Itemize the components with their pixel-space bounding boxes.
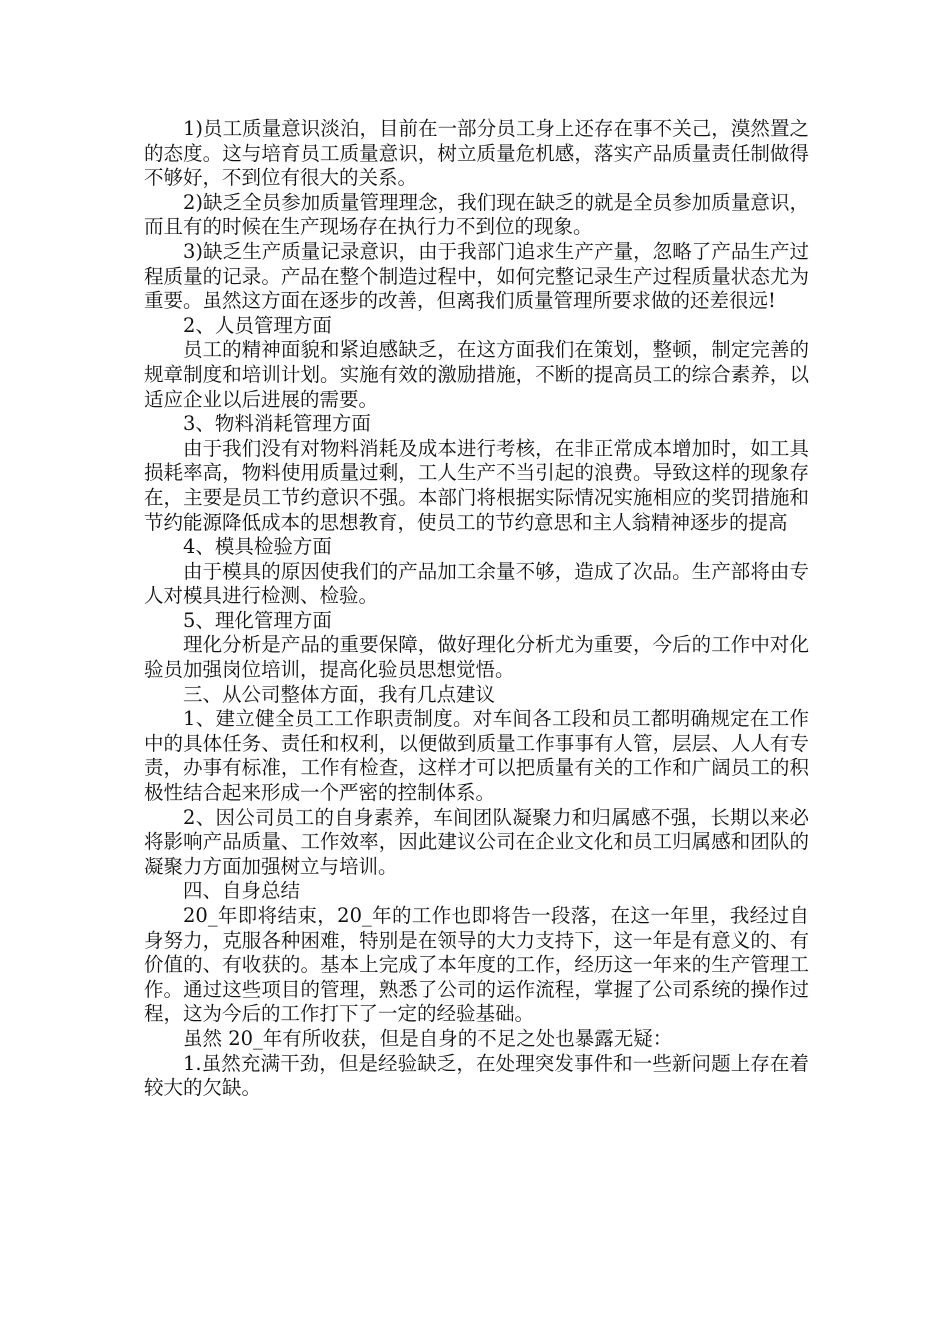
- paragraph-quality-awareness: 1)员工质量意识淡泊，目前在一部分员工身上还存在事不关己，漠然置之的态度。这与培育员工质量意识，树立质量危机感，落实产品质量责任制做得不够好，不到位有很大的关系。: [144, 117, 809, 190]
- paragraph-physchem: 理化分析是产品的重要保障，做好理化分析尤为重要，今后的工作中对化验员加强岗位培训，提高化验员思想觉悟。: [144, 633, 809, 682]
- section-heading-material: 3、物料消耗管理方面: [183, 412, 371, 436]
- paragraph-personnel: 员工的精神面貌和紧迫感缺乏，在这方面我们在策划，整顿，制定完善的规章制度和培训计划。实施有效的激励措施，不断的提高员工的综合素养，以适应企业以后进展的需要。: [144, 338, 809, 411]
- paragraph-mold: 由于模具的原因使我们的产品加工余量不够，造成了次品。生产部将由专人对模具进行检测、检验。: [144, 559, 809, 608]
- paragraph-suggestion-2: 2、因公司员工的自身素养，车间团队凝聚力和归属感不强，长期以来必将影响产品质量、工作效率，因此建议公司在企业文化和员工归属感和团队的凝聚力方面加强树立与培训。: [144, 805, 809, 878]
- paragraph-shortcomings-intro: 虽然 20_年有所收获，但是自身的不足之处也暴露无疑：: [183, 1026, 673, 1050]
- section-heading-suggestions: 三、从公司整体方面，我有几点建议: [183, 682, 496, 706]
- paragraph-quality-records: 3)缺乏生产质量记录意识，由于我部门追求生产产量，忽略了产品生产过程质量的记录。产品在整个制造过程中，如何完整记录生产过程质量状态尤为重要。虽然这方面在逐步的改善，但离我们质量管理所要求做的还差很远!: [144, 239, 809, 313]
- paragraph-suggestion-1: 1、建立健全员工工作职责制度。对车间各工段和员工都明确规定在工作中的具体任务、责任和权利，以便做到质量工作事事有人管，层层、人人有专责，办事有标准，工作有检查，这样才可以把质量有关的工作和广阔员工的积极性结合起来形成一个严密的控制体系。: [144, 707, 809, 805]
- section-heading-personnel: 2、人员管理方面: [183, 313, 332, 337]
- section-heading-physchem: 5、理化管理方面: [183, 608, 332, 632]
- paragraph-self-summary: 20_年即将结束，20_年的工作也即将告一段落，在这一年里，我经过自身努力，克服各种困难，特别是在领导的大力支持下，这一年是有意义的、有价值的、有收获的。基本上完成了本年度的工作，经历这一年来的生产管理工作。通过这些项目的管理，熟悉了公司的运作流程，掌握了公司系统的操作过程，这为今后的工作打下了一定的经验基础。: [144, 904, 809, 1026]
- paragraph-full-participation: 2)缺乏全员参加质量管理理念，我们现在缺乏的就是全员参加质量意识，而且有的时候在生产现场存在执行力不到位的现象。: [144, 190, 809, 239]
- paragraph-shortcoming-1: 1.虽然充满干劲，但是经验缺乏，在处理突发事件和一些新问题上存在着较大的欠缺。: [144, 1051, 809, 1100]
- document-page: [144, 117, 809, 1101]
- paragraph-material: 由于我们没有对物料消耗及成本进行考核，在非正常成本增加时，如工具损耗率高，物料使用质量过剩，工人生产不当引起的浪费。导致这样的现象存在，主要是员工节约意识不强。本部门将根据实际情况实施相应的奖罚措施和节约能源降低成本的思想教育，使员工的节约意思和主人翁精神逐步的提高: [144, 436, 809, 534]
- section-heading-self-summary: 四、自身总结: [183, 879, 301, 903]
- section-heading-mold: 4、模具检验方面: [183, 535, 332, 559]
